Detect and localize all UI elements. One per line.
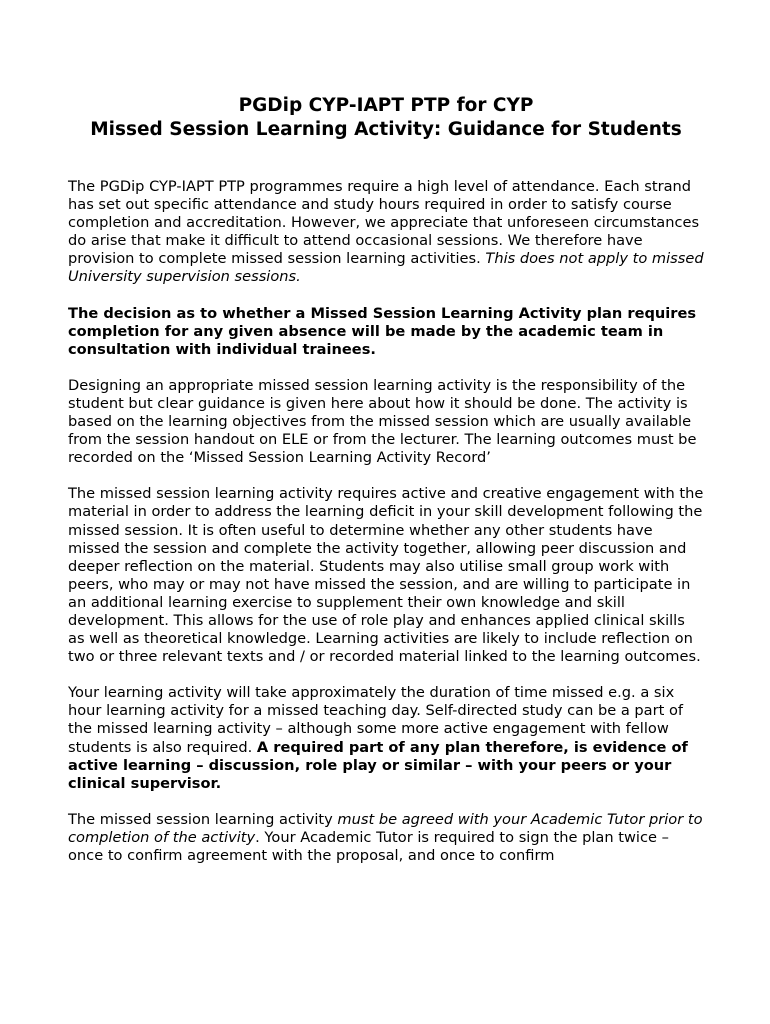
paragraph-agreement-end: . Your Academic Tutor is required to sign the plan twice – once to confirm agreement with the proposal, and once to confirm: [68, 828, 669, 864]
title-line-2: Missed Session Learning Activity: Guidance for Students: [90, 119, 682, 140]
paragraph-designing: Designing an appropriate missed session learning activity is the responsibility of the student but clear guidance is given here about how it should be done. The activity is based on the learning objectives from the missed session which are usually available from the session handout on ELE or from the lecturer. The learning outcomes must be recorded on the ‘Missed Session Learning Activity Record’: [68, 376, 697, 467]
paragraph-duration-text: Your learning activity will take approximately the duration of time missed e.g. a six hour learning activity for a missed teaching day. Self-directed study can be a part of the missed learning activity – although some more active engagement with fellow students is also required.: [68, 684, 684, 756]
paragraph-duration-required: A required part of any plan therefore, is evidence of active learning – discussion, role play or similar – with your peers or your clinical supervisor.: [68, 738, 688, 792]
paragraph-agreement-start: The missed session learning activity: [68, 810, 338, 828]
document-page: [68, 94, 704, 883]
paragraph-attendance: [68, 178, 704, 287]
paragraph-agreement: [68, 811, 704, 865]
paragraph-attendance-note: This does not apply to missed University supervision sessions.: [68, 250, 704, 286]
title-line-1: PGDip CYP-IAPT PTP for CYP: [238, 95, 534, 116]
document-title: [68, 94, 704, 142]
paragraph-duration: [68, 684, 704, 793]
paragraph-decision: The decision as to whether a Missed Session Learning Activity plan requires completion for any given absence will be made by the academic team in consultation with individual trainees.: [68, 304, 697, 358]
paragraph-agreement-italic: must be agreed with your Academic Tutor prior to completion of the activity: [68, 810, 703, 846]
paragraph-attendance-text: The PGDip CYP-IAPT PTP programmes require a high level of attendance. Each strand has set out specific attendance and study hours required in order to satisfy course completion and accreditation. However, we appreciate that unforeseen circumstances do arise that make it difficult to attend occasional sessions. We therefore have provision to complete missed session learning activities.: [68, 178, 700, 268]
paragraph-engagement: The missed session learning activity requires active and creative engagement with the material in order to address the learning deficit in your skill development following the missed session. It is often useful to determine whether any other students have missed the session and complete the activity together, allowing peer discussion and deeper reflection on the material. Students may also utilise small group work with peers, who may or may not have missed the session, and are willing to participate in an additional learning exercise to supplement their own knowledge and skill development. This allows for the use of role play and enhances applied clinical skills as well as theoretical knowledge. Learning activities are likely to include reflection on two or three relevant texts and / or recorded material linked to the learning outcomes.: [68, 485, 704, 666]
